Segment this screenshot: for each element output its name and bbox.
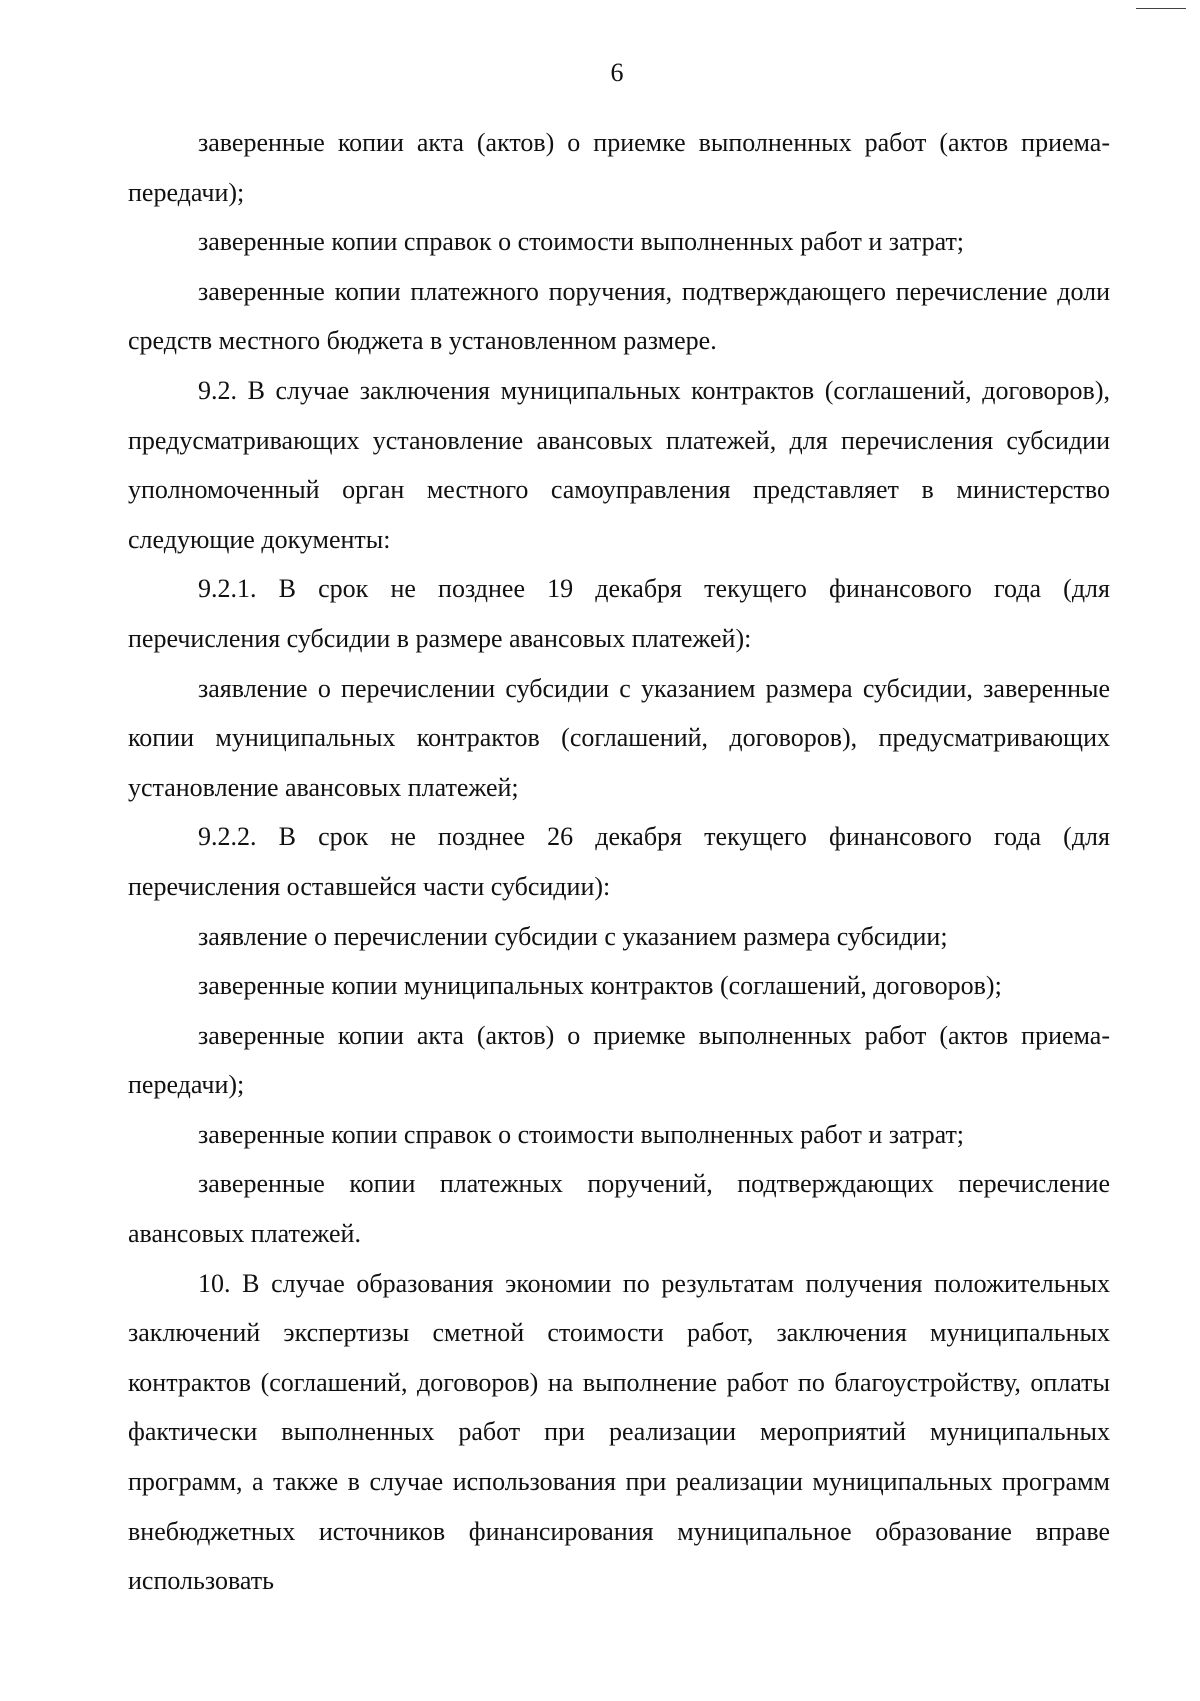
page-number: 6 (610, 58, 624, 87)
paragraph-subsidy-application: заявление о перечислении субсидии с указанием размера субсидии; (198, 921, 948, 951)
paragraph-payment-order: заверенные копии платежного поручения, подтверждающего перечисление доли средств местного бюджета в установленном размере. (128, 276, 1110, 356)
paragraph-cost-certificates-2: заверенные копии справок о стоимости выполненных работ и затрат; (198, 1119, 965, 1149)
paragraph-contract-copies: заверенные копии муниципальных контрактов (соглашений, договоров); (198, 971, 1002, 1001)
document-body (128, 118, 1110, 1606)
paragraph-cost-certificates: заверенные копии справок о стоимости выполненных работ и затрат; (198, 227, 965, 257)
corner-rule (1136, 8, 1186, 9)
paragraph-payment-orders: заверенные копии платежных поручений, подтверждающих перечисление авансовых платежей. (128, 1169, 1110, 1249)
paragraph-9-2: 9.2. В случае заключения муниципальных контрактов (соглашений, договоров), предусматривающих установление авансовых платежей, для перечисления субсидии уполномоченный орган местного самоуправления представляет в министерство следующие документы: (128, 375, 1110, 554)
paragraph-9-2-1: 9.2.1. В срок не позднее 19 декабря текущего финансового года (для перечисления субсидии в размере авансовых платежей): (128, 574, 1110, 653)
paragraph-act-copies: заверенные копии акта (актов) о приемке выполненных работ (актов приема-передачи); (128, 128, 1110, 207)
paragraph-act-copies-2: заверенные копии акта (актов) о приемке выполненных работ (актов приема-передачи); (128, 1020, 1110, 1100)
paragraph-9-2-2: 9.2.2. В срок не позднее 26 декабря текущего финансового года (для перечисления оставшейся части субсидии): (128, 822, 1110, 901)
paragraph-10: 10. В случае образования экономии по результатам получения положительных заключений экспертизы сметной стоимости работ, заключения муниципальных контрактов (соглашений, договоров) на выполнение работ по благоустройству, оплаты фактически выполненных работ при реализации мероприятий муниципальных программ, а также в случае использования при реализации муниципальных программ внебюджетных источников финансирования муниципальное образование вправе использовать (128, 1268, 1110, 1596)
paragraph-advance-application: заявление о перечислении субсидии с указанием размера субсидии, заверенные копии муниципальных контрактов (соглашений, договоров), предусматривающих установление авансовых платежей; (128, 673, 1110, 802)
